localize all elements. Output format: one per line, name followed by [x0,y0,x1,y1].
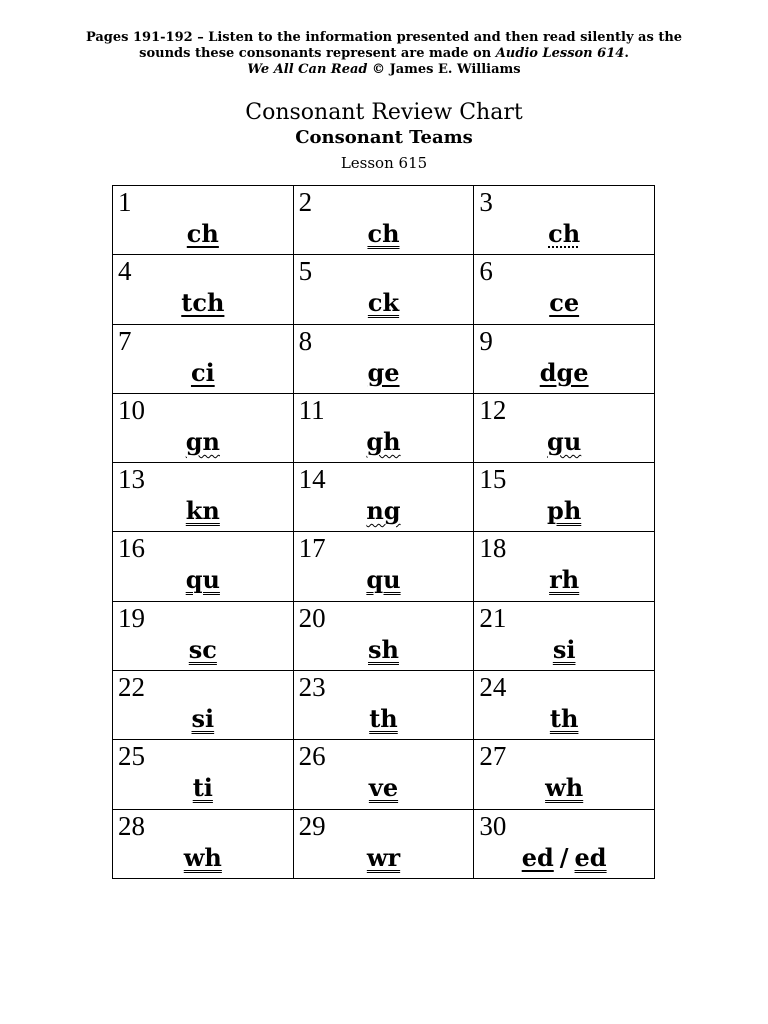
cell-sound [474,843,654,873]
chart-cell-content [294,463,474,531]
chart-row [113,809,655,878]
sound-text: sh [368,634,399,664]
cell-sound [294,635,474,665]
sound-text: qu [366,565,401,595]
chart-cell-content [474,602,654,670]
cell-sound [113,704,293,734]
chart-cell [474,740,655,809]
cell-sound [294,843,474,873]
chart-cell [113,463,294,532]
header-line-2-end: . [624,46,629,61]
sound-text: ce [549,288,580,318]
cell-sound [474,427,654,457]
consonant-chart [112,185,655,879]
sound-text: qu [185,565,220,595]
chart-cell [113,186,294,255]
chart-cell-content [474,740,654,808]
sound-text: tch [181,288,225,318]
chart-cell [113,809,294,878]
chart-cell [293,255,474,324]
chart-cell [474,255,655,324]
chart-cell [113,601,294,670]
chart-cell [293,463,474,532]
sound-text: ti [192,773,213,803]
cell-sound [294,288,474,318]
page-subtitle: Consonant Teams [295,127,473,148]
cell-number: 7 [118,325,132,356]
chart-cell-content [294,186,474,254]
cell-sound [294,773,474,803]
cell-sound [294,496,474,526]
chart-cell-content [474,463,654,531]
cell-number: 2 [298,187,313,217]
cell-sound [294,358,474,388]
cell-sound [474,358,654,388]
chart-cell [474,532,655,601]
sound-text: ge [367,357,400,387]
chart-cell-content [474,325,654,393]
cell-sound [294,427,474,457]
chart-cell-content [113,325,293,393]
chart-cell [474,324,655,393]
chart-cell-content [294,255,474,323]
cell-sound [113,773,293,803]
chart-cell-content [113,394,293,462]
chart-cell-content [294,532,474,600]
chart-cell [474,393,655,462]
header-book-title: We All Can Read [247,62,368,77]
cell-number: 30 [479,810,507,841]
chart-cell [113,740,294,809]
chart-cell-content [294,810,474,878]
chart-cell-content [474,810,654,878]
cell-sound [474,219,654,249]
chart-cell-content [294,602,474,670]
sound-text: dge [539,357,589,387]
cell-number: 13 [118,464,145,495]
sound-text: gu [547,426,582,456]
cell-number: 8 [298,325,313,356]
chart-cell [293,671,474,740]
sound-text: kn [185,496,220,526]
header-line-3 [0,62,768,78]
header-audio-lesson: Audio Lesson 614 [495,46,625,61]
cell-number: 24 [479,672,507,703]
cell-number: 3 [479,187,493,217]
sound-text: ci [190,357,215,387]
cell-number: 20 [298,602,326,633]
chart-cell [113,255,294,324]
header-copyright: © James E. Williams [367,62,521,77]
cell-number: 26 [298,741,326,772]
cell-sound [113,358,293,388]
cell-number: 9 [479,325,493,356]
cell-number: 17 [298,533,326,564]
lesson-label: Lesson 615 [340,154,428,172]
cell-sound [113,565,293,595]
sound-text: ve [368,773,399,803]
sound-text: gh [366,426,401,456]
chart-cell-content [113,602,293,670]
cell-number: 18 [479,533,507,564]
chart-cell [293,809,474,878]
chart-cell-content [113,810,293,878]
chart-cell-content [113,255,293,323]
cell-sound [474,773,654,803]
cell-sound [294,219,474,249]
cell-number: 10 [118,394,145,425]
chart-row [113,601,655,670]
chart-cell [293,324,474,393]
sound-text: gn [185,426,220,456]
page-title: Consonant Review Chart [245,100,523,125]
chart-row [113,740,655,809]
chart-cell-content [113,463,293,531]
header-line-1: Pages 191-192 – Listen to the information presented and then read silently as the [85,30,683,45]
title-block [0,100,768,174]
chart-cell [293,740,474,809]
sound-text-alt: ed [574,842,607,872]
sound-text: si [191,704,215,734]
header-line-2 [0,46,768,62]
cell-number: 29 [298,810,326,841]
sound-text: wr [366,842,401,872]
header-instructions [0,30,768,78]
sound-text: ch [367,219,400,248]
sound-text: th [549,704,579,734]
chart-cell [113,671,294,740]
chart-row [113,255,655,324]
chart-cell [113,393,294,462]
cell-sound [474,496,654,526]
sound-text: ed [521,842,554,872]
chart-cell-content [294,394,474,462]
header-line-2-text: sounds these consonants represent are made on [139,46,496,61]
cell-sound [113,219,293,249]
cell-sound [113,288,293,318]
chart-row [113,324,655,393]
chart-cell-content [113,186,293,254]
chart-cell [113,324,294,393]
cell-sound [113,496,293,526]
chart-cell-content [474,186,654,254]
cell-sound [294,565,474,595]
chart-cell [474,809,655,878]
cell-number: 14 [298,464,326,495]
chart-cell-content [113,740,293,808]
cell-sound [113,427,293,457]
chart-cell-content [294,325,474,393]
sound-text: sc [188,634,217,664]
cell-sound [113,843,293,873]
sound-text: ng [366,496,401,526]
sound-text: ck [367,288,400,318]
cell-number: 4 [118,256,132,287]
chart-cell [474,601,655,670]
chart-cell-content [474,532,654,600]
chart-row [113,186,655,255]
chart-cell-content [294,740,474,808]
sound-text: wh [545,773,584,803]
cell-number: 19 [118,602,145,633]
chart-cell [474,671,655,740]
cell-sound [474,635,654,665]
cell-sound [113,635,293,665]
cell-number: 1 [118,187,132,217]
cell-number: 28 [118,810,145,841]
chart-cell [293,532,474,601]
chart-cell [113,532,294,601]
cell-number: 27 [479,741,507,772]
cell-sound [294,704,474,734]
chart-cell-content [113,532,293,600]
sound-text: rh [549,565,580,595]
cell-number: 23 [298,672,326,703]
chart-cell [474,186,655,255]
sound-text: th [369,704,398,734]
chart-cell-content [474,255,654,323]
sound-text: si [552,634,576,664]
cell-number: 16 [118,533,145,564]
chart-cell [293,601,474,670]
chart-cell [293,393,474,462]
cell-number: 25 [118,741,145,772]
sound-text: wh [183,842,222,872]
chart-cell [474,463,655,532]
chart-cell [293,186,474,255]
cell-number: 15 [479,464,507,495]
cell-number: 5 [298,256,313,287]
chart-row [113,671,655,740]
cell-sound [474,704,654,734]
cell-number: 12 [479,394,507,425]
chart-cell-content [474,394,654,462]
cell-number: 21 [479,602,507,633]
chart-row [113,393,655,462]
cell-number: 11 [298,394,325,425]
sound-text: ch [548,219,581,248]
chart-cell-content [113,671,293,739]
cell-number: 22 [118,672,145,703]
chart-row [113,532,655,601]
chart-row [113,463,655,532]
chart-cell-content [474,671,654,739]
cell-number: 6 [479,256,493,287]
sound-separator: / [559,842,569,872]
cell-sound [474,565,654,595]
chart-cell-content [294,671,474,739]
sound-text: ph [547,496,582,526]
cell-sound [474,288,654,318]
sound-text: ch [186,219,219,248]
